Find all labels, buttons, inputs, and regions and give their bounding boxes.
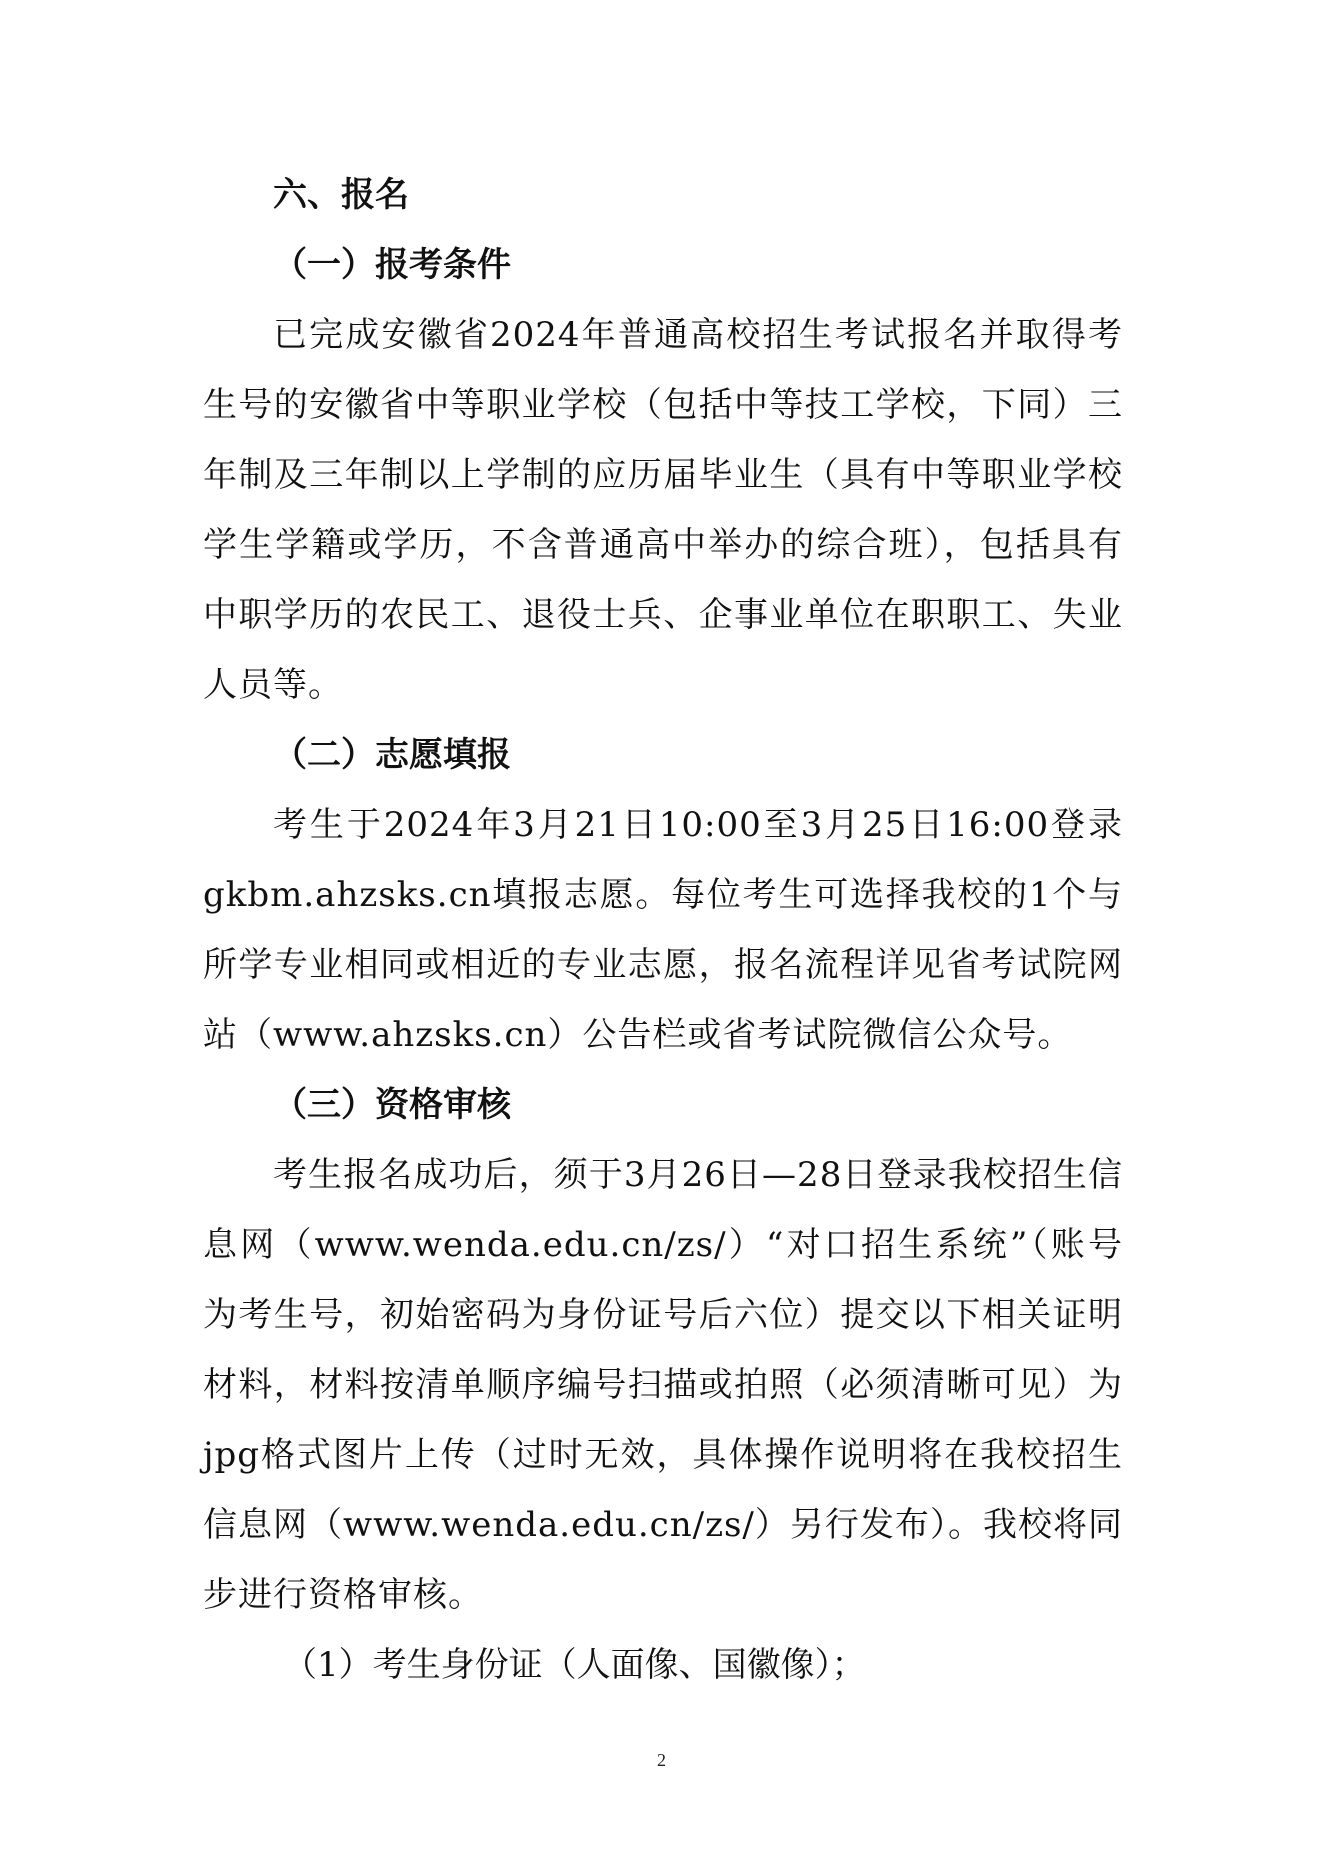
subsection-title-application: （二）志愿填报 xyxy=(273,735,511,775)
paragraph-qualification-review: 考生报名成功后，须于3月26日—28日登录我校招生信息网（www.wenda.edu.cn/zs/）“对口招生系统”（账号为考生号，初始密码为身份证号后六位）提交以下相关证明材料，材料按清单顺序编号扫描或拍照（必须清晰可见）为jpg格式图片上传（过时无效，具体操作说明将在我校招生信息网（www.wenda.edu.cn/zs/）另行发布）。我校将同步进行资格审核。 xyxy=(203,1155,1123,1615)
section-title: 六、报名 xyxy=(273,175,409,215)
paragraph-application: 考生于2024年3月21日10:00至3月25日16:00登录gkbm.ahzsks.cn填报志愿。每位考生可选择我校的1个与所学专业相同或相近的专业志愿，报名流程详见省考试院网站（www.ahzsks.cn）公告栏或省考试院微信公众号。 xyxy=(203,805,1123,1055)
paragraph-eligibility: 已完成安徽省2024年普通高校招生考试报名并取得考生号的安徽省中等职业学校（包括中等技工学校，下同）三年制及三年制以上学制的应历届毕业生（具有中等职业学校学生学籍或学历，不含普通高中举办的综合班），包括具有中职学历的农民工、退役士兵、企事业单位在职职工、失业人员等。 xyxy=(203,315,1123,705)
subsection-title-eligibility: （一）报考条件 xyxy=(273,245,511,285)
page-number: 2 xyxy=(657,1750,666,1770)
subsection-title-qualification-review: （三）资格审核 xyxy=(273,1085,511,1125)
page-content xyxy=(203,160,1123,1700)
list-item: （1）考生身份证（人面像、国徽像）； xyxy=(283,1645,866,1685)
